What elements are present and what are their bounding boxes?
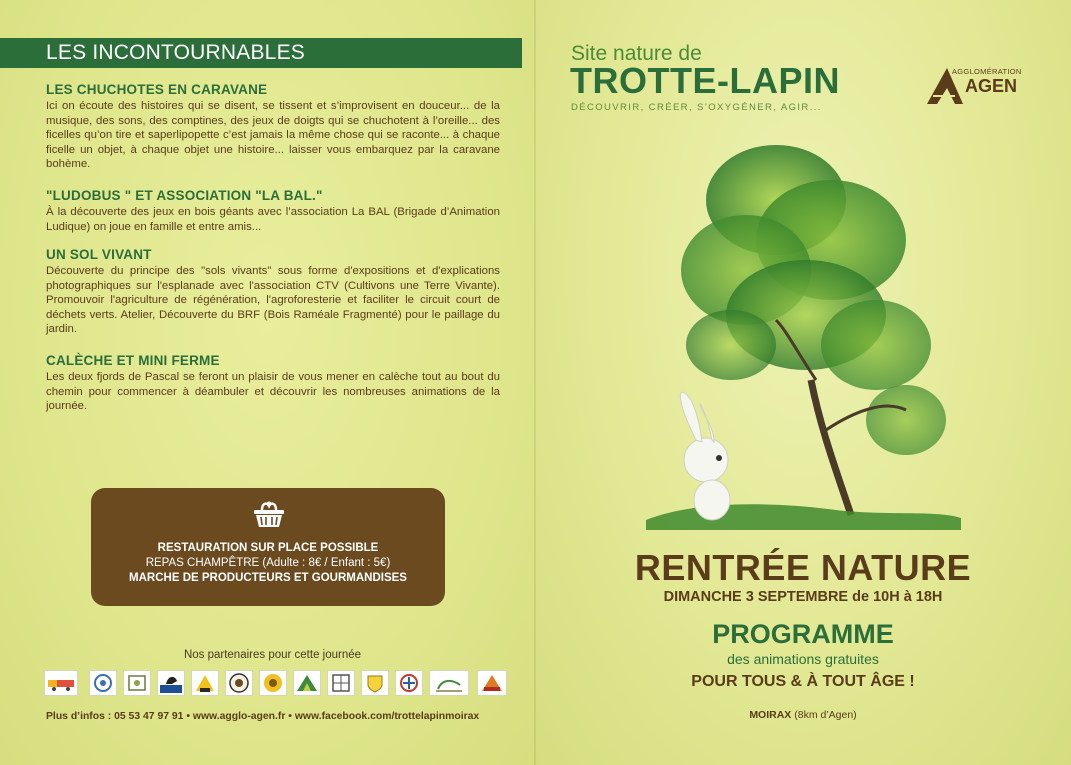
section-banner (0, 38, 522, 68)
agen-label: AGEN (965, 76, 1018, 96)
contact-info: Plus d’infos : 05 53 47 97 91 • www.agglo-agen.fr • www.facebook.com/trottelapinmoirax (46, 711, 480, 722)
section-title: UN SOL VIVANT (46, 247, 152, 262)
tree-rabbit-illustration (636, 130, 966, 540)
tagline: DÉCOUVRIR, CRÉER, S’OXYGÉNER, AGIR... (571, 102, 822, 113)
partner-logo-6 (225, 670, 253, 696)
basket-icon (253, 500, 285, 528)
partner-logo-7 (259, 670, 287, 696)
partner-logo-12 (429, 670, 469, 696)
event-date: DIMANCHE 3 SEPTEMBRE de 10H à 18H (663, 589, 943, 605)
partner-logo-11 (395, 670, 423, 696)
partner-logo-3 (123, 670, 151, 696)
partner-logo-13 (477, 670, 507, 696)
banner-title: LES INCONTOURNABLES (46, 41, 305, 64)
partner-logos (44, 670, 509, 698)
section-title: "LUDOBUS " ET ASSOCIATION "LA BAL." (46, 188, 323, 203)
partner-logo-2 (89, 670, 117, 696)
section-title: CALÈCHE ET MINI FERME (46, 353, 220, 368)
section-text: À la découverte des jeux en bois géants avec l’association La BAL (Brigade d’Animation Ludique) on joue en famille et entre amis... (46, 206, 500, 233)
section-caleche (46, 353, 500, 414)
audience-line: POUR TOUS & À TOUT ÂGE ! (691, 673, 915, 690)
section-text: Ici on écoute des histoires qui se disent, se tissent et s’improvisent en douceur... de la musique, des sons, des comptines, des jeux de doigts qui se chuchotent à l’oreille... des ficelles qu’on tire et saperlipopette c’est jamais la même chose qui se raconte... à chaque ficelle un objet, à chaque objet une histoire... laisser vous embarquez par la caravane bohème. (46, 100, 500, 171)
section-chuchotes (46, 82, 500, 172)
site-nature-label: Site nature de (571, 42, 702, 65)
info-line-3: MARCHE DE PRODUCTEURS ET GOURMANDISES (129, 572, 407, 584)
partner-logo-10 (361, 670, 389, 696)
partner-logo-lpo (157, 670, 185, 696)
programme-subtitle: des animations gratuites (727, 651, 879, 667)
location-name: MOIRAX (749, 709, 792, 721)
location-detail: (8km d’Agen) (791, 709, 857, 721)
restauration-box (91, 488, 445, 606)
brand-title: TROTTE-LAPIN (570, 60, 840, 101)
section-sol-vivant (46, 247, 500, 337)
info-line-2: REPAS CHAMPÊTRE (Adulte : 8€ / Enfant : 5€) (145, 557, 391, 569)
location (535, 709, 1071, 721)
partner-logo-ludobus (44, 670, 78, 696)
event-title: RENTRÉE NATURE (634, 547, 972, 588)
programme-title: PROGRAMME (712, 619, 894, 649)
section-text: Découverte du principe des "sols vivants" sous forme d'expositions et d'explications photographiques sur l'esplanade avec l'association CTV (Cultivons une Terre Vivante). Promouvoir l'agriculture de régénération, l'agroforesterie et faciliter le circuit court de déchets verts. Atelier, Découverte du BRF (Bois Raméale Fragmenté) pour le paillage du jardin. (46, 265, 500, 336)
partner-logo-8 (293, 670, 321, 696)
section-text: Les deux fjords de Pascal se feront un plaisir de vous mener en calèche tout au bout du chemin pour commencer à déambuler et découvrir les nombreuses animations de la journée. (46, 371, 500, 413)
section-title: LES CHUCHOTES EN CARAVANE (46, 82, 268, 97)
partners-title: Nos partenaires pour cette journée (183, 649, 362, 661)
info-line-1: RESTAURATION SUR PLACE POSSIBLE (157, 542, 379, 554)
partner-logo-9 (327, 670, 355, 696)
section-ludobus (46, 188, 500, 234)
agglo-label: AGGLOMÉRATION (952, 67, 1022, 76)
partner-logo-bal (191, 670, 219, 696)
